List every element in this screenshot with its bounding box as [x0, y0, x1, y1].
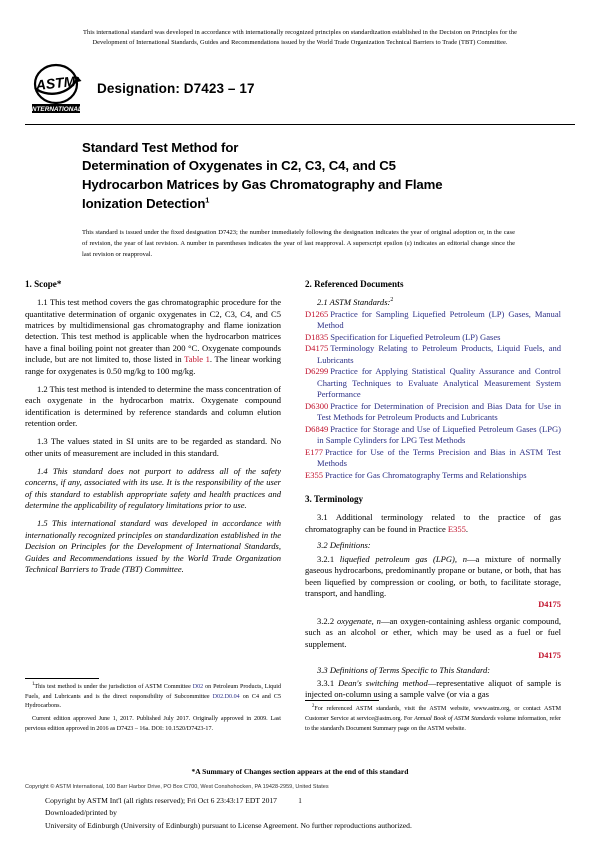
list-item[interactable] [305, 401, 561, 424]
paragraph-1-1: 1.1 This test method covers the gas chromatographic procedure for the quantitative determination of organic oxygenates in C2, C3, C4, and C5 matrices by multidimensional gas chromatography and flame ionization detection. This test method is applicable when the hydrocarbon matrices have a final boiling point not greater than 200 °C. Oxygenate compounds include, but are not limited to, those listed in Table 1. The linear working range for oxygenates is 0.50 mg/kg to 100 mg/kg. [25, 297, 281, 376]
paragraph-1-3: 1.3 The values stated in SI units are to be regarded as standard. No other units of measurement are included in this standard. [25, 436, 281, 458]
list-item[interactable] [305, 366, 561, 400]
term-deans-switching-method: Dean's switching method [338, 678, 428, 688]
reference-title[interactable]: Specification for Liquefied Petroleum (LP) Gases [330, 331, 501, 342]
list-item[interactable] [305, 343, 561, 366]
list-item[interactable] [305, 447, 561, 470]
reference-title[interactable]: Practice for Storage and Use of Liquefied Petroleum Gases (LPG) in Sample Cylinders for LPG Test Methods [317, 423, 561, 446]
footnote-divider [25, 678, 99, 679]
page-number: 1 [298, 797, 302, 805]
reference-title[interactable]: Practice for Determination of Precision and Bias Data for Use in Test Methods for Petroleum Products and Lubricants [317, 400, 561, 423]
page-title [82, 139, 575, 214]
paragraph-3-2-1: 3.2.1 liquefied petroleum gas (LPG), n—a mixture of normally gaseous hydrocarbons, predominantly propane or butane, or both, that has been liquefied by compression or cooling, or both, to facilitate storage, transport, and handling. D4175 [305, 553, 561, 610]
paragraph-1-5: 1.5 This international standard was developed in accordance with internationally recognized principles on standardization established in the Decision on Principles for the Development of International Standards, Guides and Recommendations issued by the World Trade Organization Technical Barriers to Trade (TBT) Committee. [25, 518, 281, 575]
left-column [25, 279, 281, 734]
summary-of-changes-note: *A Summary of Changes section appears at the end of this standard [191, 767, 409, 776]
section-heading-terminology: 3. Terminology [305, 494, 364, 505]
watermark-line-2: Downloaded/printed by [45, 808, 117, 818]
copyright-line: Copyright © ASTM International, 100 Barr Harbor Drive, PO Box C700, West Conshohocken, PA 19428-2959, United States [25, 784, 329, 790]
tbt-note-line-2: Development of International Standards, Guides and Recommendations issued by the World Trade Organization Technical Barriers to Trade (TBT) Committee. [92, 39, 508, 47]
reference-number[interactable]: D1265 [305, 309, 329, 319]
designation-row [25, 63, 575, 115]
title-line-4: Ionization Detection$^1$ [82, 195, 210, 211]
list-item[interactable] [305, 470, 561, 481]
section-heading-scope: 1. Scope* [25, 279, 62, 290]
reference-title[interactable]: Practice for Use of the Terms Precision and Bias in ASTM Test Methods [317, 446, 561, 469]
astm-logo-wordmark: INTERNATIONAL [30, 105, 82, 113]
reference-number[interactable]: E177 [305, 446, 324, 457]
paragraph-3-1: 3.1 Additional terminology related to the practice of gas chromatography can be found in Practice E355. [305, 512, 561, 534]
referenced-standards-list [305, 309, 561, 481]
footnote-1: $^1$This test method is under the jurisdiction of ASTM Committee D02 on Petroleum Products, Liquid Fuels, and Lubricants and is the direct responsibility of Subcommittee D02.D0.04 on C4 and C5 Hydrocarbons. [25, 682, 281, 710]
header-divider [25, 124, 575, 125]
paragraph-3-2-2: 3.2.2 oxygenate, n—an oxygen-containing ashless organic compound, such as an alcohol or ether, which may be used as a fuel or fuel supplement. D4175 [305, 615, 561, 661]
watermark-line-3: University of Edinburgh (University of Edinburgh) pursuant to License Agreement. No further reproductions authorized. [45, 820, 412, 830]
subheading-definitions: 3.2 Definitions: [317, 540, 371, 551]
section-heading-referenced-documents: 2. Referenced Documents [305, 279, 404, 290]
issued-under-note: This standard is issued under the fixed designation D7423; the number immediately following the designation indicates the year of original adoption or, in the case of revision, the year of last revision. A number in parentheses indicates the year of last reapproval. A superscript epsilon (ε) indicates an editorial change since the last revision or reapproval. [82, 228, 515, 259]
title-line-2: Determination of Oxygenates in C2, C3, C4, and C5 [82, 158, 396, 174]
footnote-edition-info: Current edition approved June 1, 2017. Published July 2017. Originally approved in 2009. Last pervious edition approved in 2016 as D7423 – 16a. DOI: 10.1520/D7423-17. [25, 715, 281, 732]
title-line-1: Standard Test Method for [82, 139, 239, 155]
reference-title[interactable]: Terminology Relating to Petroleum Products, Liquid Fuels, and Lubricants [317, 343, 561, 365]
reference-number[interactable]: D6300 [305, 400, 329, 411]
designation-label: Designation: D7423 – 17 [97, 81, 255, 97]
astm-standards-footnote-marker: 2 [390, 297, 394, 304]
reference-number[interactable]: D6299 [305, 366, 329, 377]
term-oxygenate: oxygenate, n [336, 615, 381, 626]
paragraph-1-2: 1.2 This test method is intended to determine the mass concentration of each oxygenate in the hydrocarbon matrix. Oxygenate compound identification is determined by reference standards and column elution retention order. [25, 383, 281, 429]
title-line-3: Hydrocarbon Matrices by Gas Chromatography and Flame [82, 177, 443, 193]
subheading-astm-standards: 2.1 ASTM Standards:$^2$ [317, 297, 394, 308]
svg-text:ASTM: ASTM [34, 72, 77, 93]
title-footnote-marker: 1 [205, 195, 210, 205]
footnote-2: $^2$For referenced ASTM standards, visit the ASTM website, www.astm.org, or contact ASTM Customer Service at service@astm.org. For Annual Book of ASTM Standards volume information, refer to the standard's Document Summary page on the ASTM website. [305, 704, 562, 732]
subheading-specific-terms: 3.3 Definitions of Terms Specific to This Standard: [317, 664, 491, 675]
link-committee-d02[interactable]: D02 [192, 684, 204, 691]
paragraph-1-4: 1.4 This standard does not purport to address all of the safety concerns, if any, associated with its use. It is the responsibility of the user of this standard to establish appropriate safety and health practices and determine the applicability of regulatory limitations prior to use. [25, 465, 281, 511]
tbt-note-line-1: This international standard was developed in accordance with internationally recognized principles on standardization established in the Decision on Principles for the [83, 29, 517, 36]
definition-source-ref[interactable]: D4175 [538, 600, 561, 610]
footnote-divider [305, 700, 379, 701]
reference-number[interactable]: D1835 [305, 331, 329, 342]
list-item[interactable] [305, 332, 561, 343]
reference-number[interactable]: D4175 [305, 343, 329, 354]
paragraph-3-3-1: 3.3.1 Dean's switching method—representative aliquot of sample is injected on-column using a sample valve (or via a gas [305, 678, 561, 700]
body-columns [25, 279, 575, 734]
reference-number[interactable]: E355 [305, 469, 324, 480]
reference-title[interactable]: Practice for Gas Chromatography Terms and Relationships [325, 469, 527, 480]
term-lpg: liquefied petroleum gas (LPG), n [339, 553, 467, 564]
right-footnote-block [305, 700, 561, 734]
astm-logo-icon [25, 63, 87, 115]
tbt-header-note [25, 0, 575, 49]
list-item[interactable] [305, 309, 561, 332]
reference-title[interactable]: Practice for Applying Statistical Quality Assurance and Control Charting Techniques to Evaluate Analytical Measurement System Performance [317, 366, 561, 400]
watermark-line-1: Copyright by ASTM Int'l (all rights reserved); Fri Oct 6 23:43:17 EDT 2017 [45, 796, 277, 805]
link-subcommittee-d02-d0-04[interactable]: D02.D0.04 [212, 693, 240, 700]
list-item[interactable] [305, 424, 561, 447]
link-e355[interactable]: E355 [447, 523, 466, 534]
left-footnote-block [25, 678, 281, 734]
reference-number[interactable]: D6849 [305, 423, 329, 434]
definition-source-ref[interactable]: D4175 [538, 651, 561, 661]
reference-title[interactable]: Practice for Sampling Liquefied Petroleum (LP) Gases, Manual Method [317, 309, 561, 331]
link-table-1[interactable]: Table 1 [184, 354, 210, 365]
right-column [305, 279, 561, 734]
